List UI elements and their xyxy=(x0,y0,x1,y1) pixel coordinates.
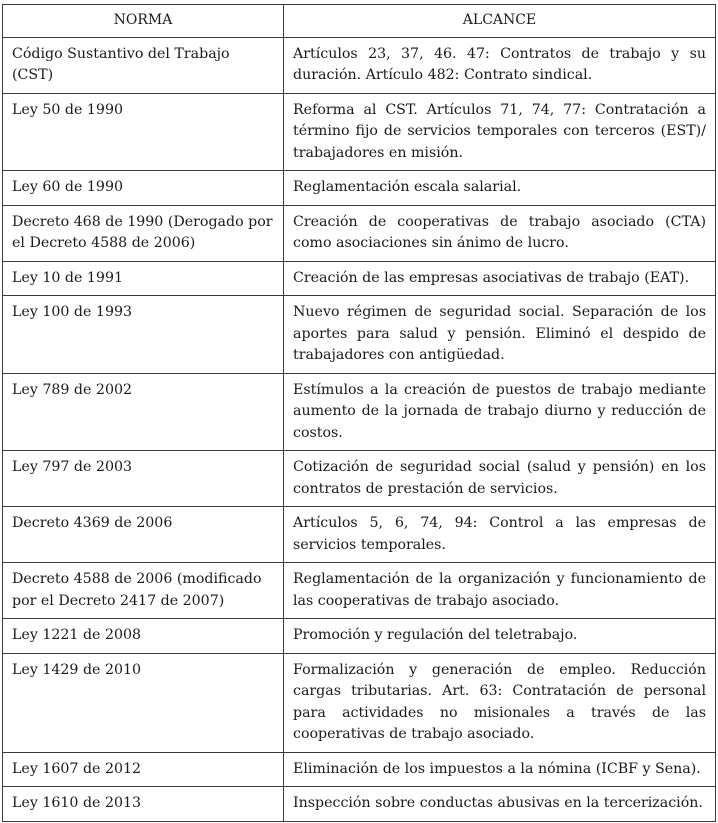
norma-cell: Ley 1610 de 2013 xyxy=(3,787,284,822)
table-row xyxy=(3,653,716,752)
alcance-cell: Creación de las empresas asociativas de trabajo (EAT). xyxy=(284,261,716,296)
alcance-cell: Cotización de seguridad social (salud y pensión) en los contratos de prestación de servicios. xyxy=(284,451,716,507)
norms-table xyxy=(2,4,716,822)
norma-cell: Decreto 4588 de 2006 (modificado por el Decreto 2417 de 2007) xyxy=(3,563,284,619)
table-row xyxy=(3,752,716,787)
alcance-cell: Nuevo régimen de seguridad social. Separación de los aportes para salud y pensión. Eliminó el despido de trabajadores con antigüedad. xyxy=(284,296,716,374)
table-row xyxy=(3,507,716,563)
table-row xyxy=(3,451,716,507)
table-row xyxy=(3,37,716,93)
norma-cell: Ley 60 de 1990 xyxy=(3,171,284,206)
alcance-cell: Eliminación de los impuestos a la nómina (ICBF y Sena). xyxy=(284,752,716,787)
table-row xyxy=(3,205,716,261)
alcance-cell: Formalización y generación de empleo. Reducción cargas tributarias. Art. 63: Contratación de personal para actividades no misionales a través de las cooperativas de trabajo asociado. xyxy=(284,653,716,752)
alcance-cell: Artículos 23, 37, 46. 47: Contratos de trabajo y su duración. Artículo 482: Contrato sindical. xyxy=(284,37,716,93)
alcance-cell: Artículos 5, 6, 74, 94: Control a las empresas de servicios temporales. xyxy=(284,507,716,563)
header-alcance: ALCANCE xyxy=(284,5,716,38)
table-row xyxy=(3,296,716,374)
table-row xyxy=(3,171,716,206)
table-row xyxy=(3,261,716,296)
alcance-cell: Reglamentación escala salarial. xyxy=(284,171,716,206)
table-row xyxy=(3,373,716,451)
alcance-cell: Reforma al CST. Artículos 71, 74, 77: Contratación a término fijo de servicios temporales con terceros (EST)/ trabajadores en misión. xyxy=(284,93,716,171)
header-norma: NORMA xyxy=(3,5,284,38)
norma-cell: Ley 1607 de 2012 xyxy=(3,752,284,787)
norma-cell: Ley 797 de 2003 xyxy=(3,451,284,507)
norma-cell: Ley 1221 de 2008 xyxy=(3,619,284,654)
alcance-cell: Reglamentación de la organización y funcionamiento de las cooperativas de trabajo asociado. xyxy=(284,563,716,619)
norma-cell: Ley 1429 de 2010 xyxy=(3,653,284,752)
table-row xyxy=(3,93,716,171)
norma-cell: Ley 100 de 1993 xyxy=(3,296,284,374)
norma-cell: Decreto 4369 de 2006 xyxy=(3,507,284,563)
alcance-cell: Inspección sobre conductas abusivas en la tercerización. xyxy=(284,787,716,822)
alcance-cell: Promoción y regulación del teletrabajo. xyxy=(284,619,716,654)
table-row xyxy=(3,619,716,654)
alcance-cell: Estímulos a la creación de puestos de trabajo mediante aumento de la jornada de trabajo diurno y reducción de costos. xyxy=(284,373,716,451)
norma-cell: Decreto 468 de 1990 (Derogado por el Decreto 4588 de 2006) xyxy=(3,205,284,261)
table-row xyxy=(3,563,716,619)
norma-cell: Código Sustantivo del Trabajo (CST) xyxy=(3,37,284,93)
table-row xyxy=(3,787,716,822)
norma-cell: Ley 50 de 1990 xyxy=(3,93,284,171)
norma-cell: Ley 789 de 2002 xyxy=(3,373,284,451)
alcance-cell: Creación de cooperativas de trabajo asociado (CTA) como asociaciones sin ánimo de lucro. xyxy=(284,205,716,261)
table-header-row xyxy=(3,5,716,38)
norma-cell: Ley 10 de 1991 xyxy=(3,261,284,296)
